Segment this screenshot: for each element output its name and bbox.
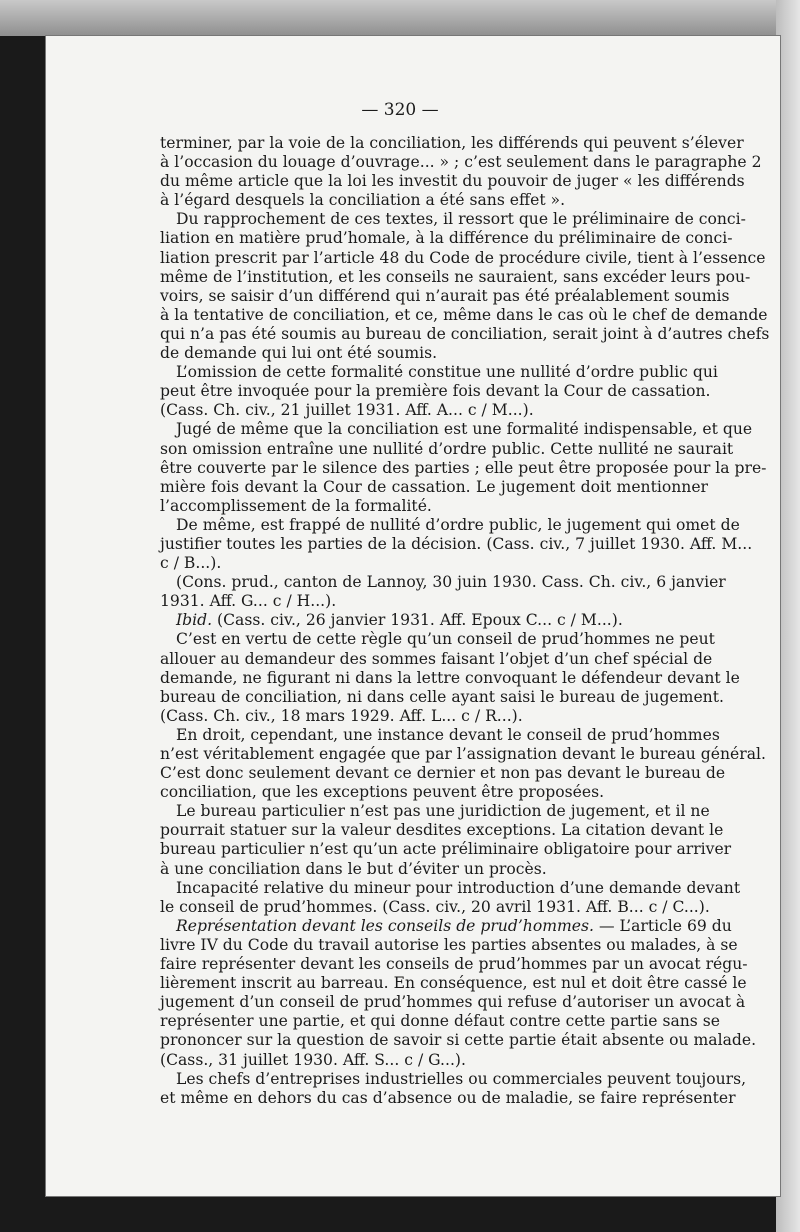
text-line: peut être invoquée pour la première fois devant la Cour de cassation.: [160, 382, 711, 401]
text-line: son omission entraîne une nullité d’ordre public. Cette nullité ne saurait: [160, 439, 734, 458]
text-line: bureau de conciliation, ni dans celle ayant saisi le bureau de jugement.: [160, 687, 724, 706]
text-line: liation en matière prud’homale, à la différence du préliminaire de conci-: [160, 229, 733, 248]
text-line: livre IV du Code du travail autorise les parties absentes ou malades, à se: [160, 935, 738, 954]
text-line: allouer au demandeur des sommes faisant l’objet d’un chef spécial de: [160, 649, 713, 668]
text-line: (Cass. Ch. civ., 18 mars 1929. Aff. L... c / R...).: [160, 706, 523, 725]
text-line: à une conciliation dans le but d’éviter un procès.: [160, 859, 547, 878]
text-line: être couverte par le silence des parties ; elle peut être proposée pour la pre-: [160, 458, 767, 477]
text-line: prononcer sur la question de savoir si cette partie était absente ou malade.: [160, 1031, 757, 1050]
text-line: le conseil de prud’hommes. (Cass. civ., 20 avril 1931. Aff. B... c / C...).: [160, 897, 710, 916]
text-line: à la tentative de conciliation, et ce, même dans le cas où le chef de demande: [160, 305, 768, 324]
text-line: Jugé de même que la conciliation est une formalité indispensable, et que: [176, 420, 753, 439]
text-line: c / B...).: [160, 554, 222, 573]
scanner-top-strip: [0, 0, 800, 36]
text-line: justifier toutes les parties de la décision. (Cass. civ., 7 juillet 1930. Aff. M...: [160, 534, 753, 553]
text-line: liation prescrit par l’article 48 du Code de procédure civile, tient à l’essence: [160, 248, 766, 267]
text-line: à l’occasion du louage d’ouvrage... » ; c’est seulement dans le paragraphe 2: [160, 153, 762, 172]
text-line: faire représenter devant les conseils de prud’hommes par un avocat régu-: [160, 955, 748, 974]
text-line: En droit, cependant, une instance devant le conseil de prud’hommes: [176, 725, 720, 744]
text-line: conciliation, que les exceptions peuvent être proposées.: [160, 783, 605, 802]
line-rest: (Cass. civ., 26 janvier 1931. Aff. Epoux C... c / M...).: [212, 611, 623, 630]
text-line: demande, ne figurant ni dans la lettre convoquant le défendeur devant le: [160, 668, 740, 687]
text-line: voirs, se saisir d’un différend qui n’aurait pas été préalablement soumis: [160, 286, 730, 305]
text-line: terminer, par la voie de la conciliation, les différends qui peuvent s’élever: [160, 134, 744, 152]
text-line: bureau particulier n’est qu’un acte préliminaire obligatoire pour arriver: [160, 840, 732, 859]
text-line: C’est donc seulement devant ce dernier et non pas devant le bureau de: [160, 764, 726, 783]
text-line: De même, est frappé de nullité d’ordre public, le jugement qui omet de: [176, 515, 740, 534]
text-line: n’est véritablement engagée que par l’assignation devant le bureau général.: [160, 745, 766, 763]
text-line: Les chefs d’entreprises industrielles ou commerciales peuvent toujours,: [176, 1069, 747, 1088]
text-line: du même article que la loi les investit du pouvoir de juger « les différends: [160, 172, 745, 191]
text-line: représenter une partie, et qui donne défaut contre cette partie sans se: [160, 1012, 720, 1031]
text-line: [160, 916, 732, 936]
text-line: Du rapprochement de ces textes, il ressort que le préliminaire de conci-: [176, 210, 746, 229]
text-line: L’omission de cette formalité constitue une nullité d’ordre public qui: [176, 363, 718, 382]
text-line: pourrait statuer sur la valeur desdites exceptions. La citation devant le: [160, 821, 724, 840]
text-line: et même en dehors du cas d’absence ou de maladie, se faire représenter: [160, 1088, 736, 1107]
text-line: même de l’institution, et les conseils ne sauraient, sans excéder leurs pou-: [160, 267, 751, 286]
text-line: jugement d’un conseil de prud’hommes qui refuse d’autoriser un avocat à: [160, 993, 746, 1012]
text-line: [160, 611, 708, 630]
text-line: 1931. Aff. G... c / H...).: [160, 592, 337, 611]
text-line: Incapacité relative du mineur pour introduction d’une demande devant: [176, 878, 741, 897]
italic-lead: Représentation devant les conseils de prud’hommes.: [176, 916, 594, 935]
text-line: qui n’a pas été soumis au bureau de conciliation, serait joint à d’autres chefs: [160, 324, 770, 343]
text-line: C’est en vertu de cette règle qu’un conseil de prud’hommes ne peut: [176, 630, 715, 649]
text-line: (Cass., 31 juillet 1930. Aff. S... c / G...).: [160, 1050, 466, 1069]
text-line: (Cass. Ch. civ., 21 juillet 1931. Aff. A... c / M...).: [160, 401, 534, 420]
text-line: à l’égard desquels la conciliation a été sans effet ».: [160, 191, 566, 210]
text-line: Le bureau particulier n’est pas une juridiction de jugement, et il ne: [176, 802, 710, 821]
italic-lead: Ibid.: [176, 611, 213, 630]
line-rest: — L’article 69 du: [593, 916, 732, 935]
text-line: de demande qui lui ont été soumis.: [160, 344, 438, 363]
text-line: (Cons. prud., canton de Lannoy, 30 juin 1930. Cass. Ch. civ., 6 janvier: [176, 573, 726, 592]
page-number: — 320 —: [361, 100, 439, 120]
body-text: [160, 134, 770, 1108]
text-line: l’accomplissement de la formalité.: [160, 496, 432, 515]
text-line: lièrement inscrit au barreau. En conséquence, est nul et doit être cassé le: [160, 974, 747, 993]
text-line: mière fois devant la Cour de cassation. Le jugement doit mentionner: [160, 477, 708, 496]
